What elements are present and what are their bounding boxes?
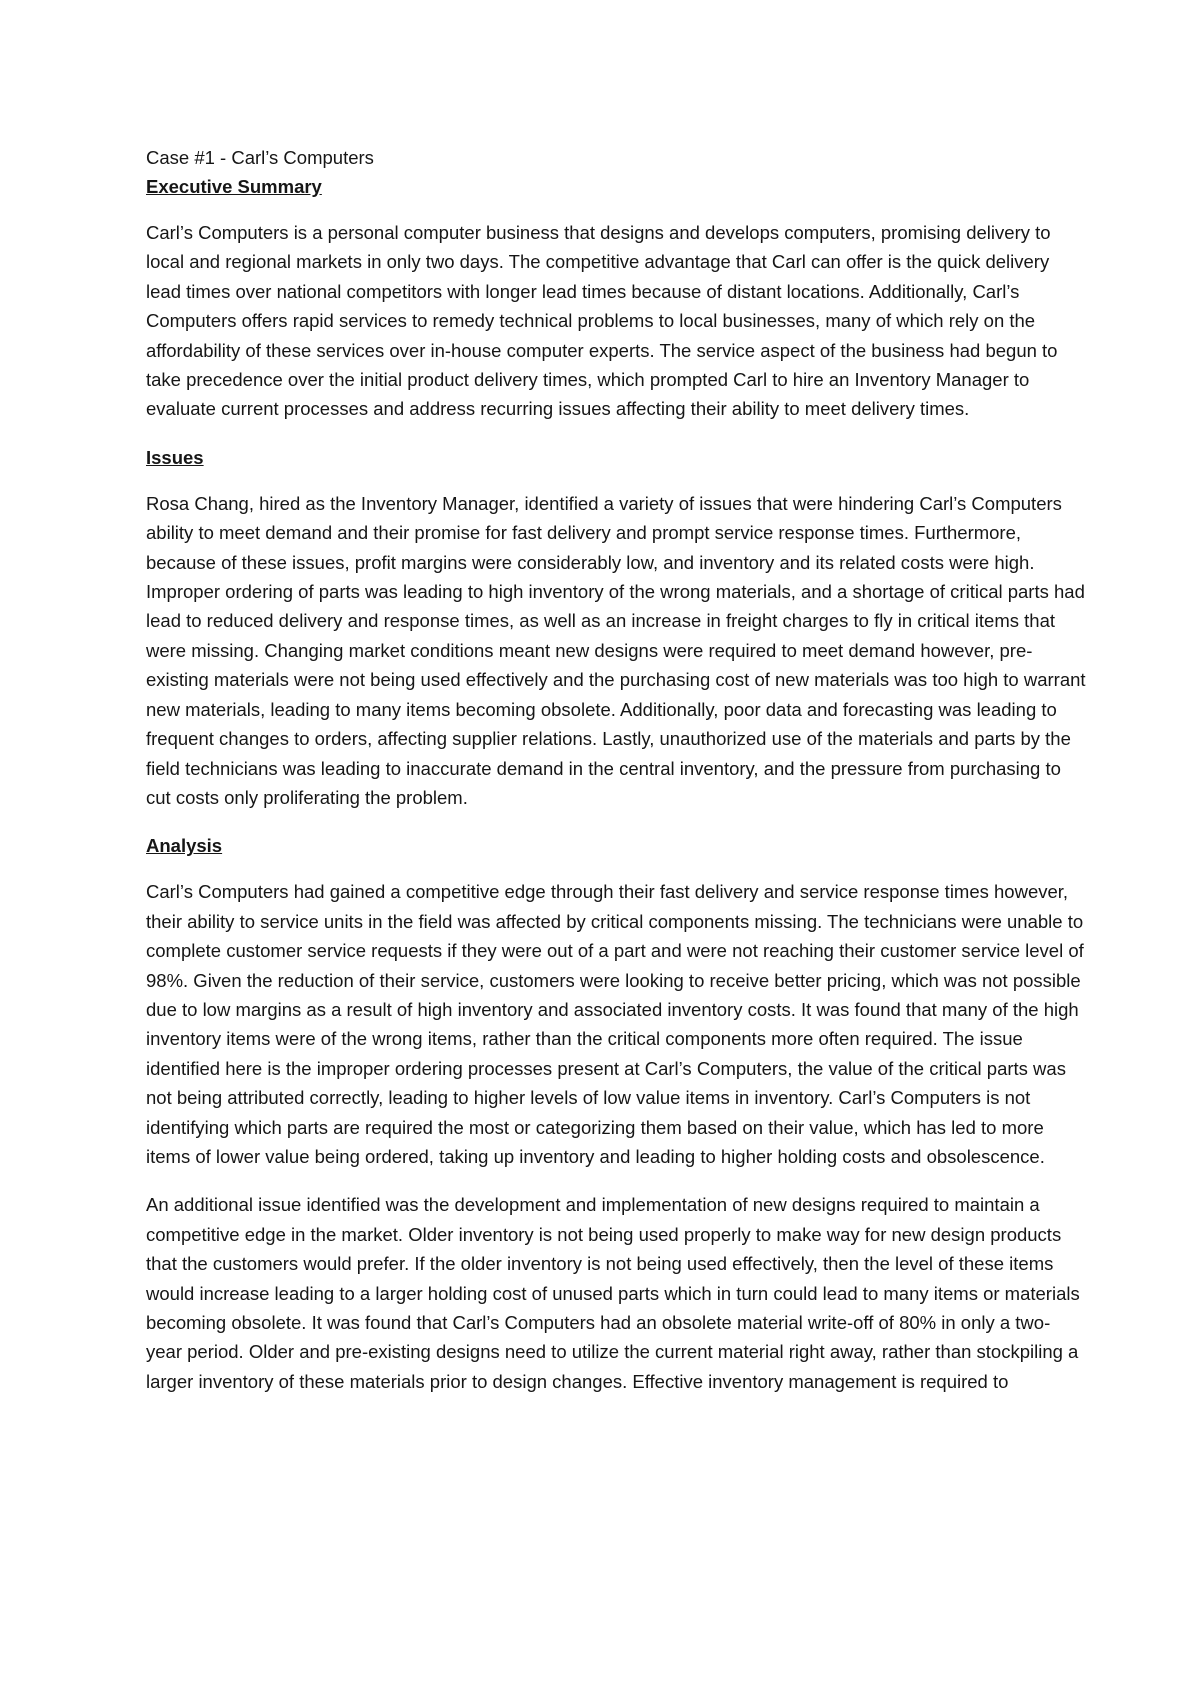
heading-analysis: Analysis [146,835,223,857]
heading-executive-summary: Executive Summary [146,176,322,197]
document-title: Case #1 - Carl’s Computers [146,147,374,168]
heading-issues: Issues [146,446,204,468]
spacer [146,472,1086,489]
spacer [146,201,1086,218]
spacer [146,860,1086,877]
paragraph-executive-summary: Carl’s Computers is a personal computer business that designs and develops computers, promising delivery to local and regional markets in only two days. The competitive advantage that Carl can offer is the quick delivery lead times over national competitors with longer lead times because of distant locations. Additionally, Carl’s Computers offers rapid services to remedy technical problems to local businesses, many of which rely on the affordability of these services over in-house computer experts. The service aspect of the business had begun to take precedence over the initial product delivery times, which prompted Carl to hire an Inventory Manager to evaluate current processes and address recurring issues affecting their ability to meet delivery times. [146,222,1058,420]
spacer [146,1171,1086,1190]
paragraph-analysis-2: An additional issue identified was the development and implementation of new designs required to maintain a competitive edge in the market. Older inventory is not being used properly to make way for new design products that the customers would prefer. If the older inventory is not being used effectively, then the level of these items would increase leading to a larger holding cost of unused parts which in turn could lead to many items or materials becoming obsolete. It was found that Carl’s Computers had an obsolete material write-off of 80% in only a two-year period. Older and pre-existing designs need to utilize the current material right away, rather than stockpiling a larger inventory of these materials prior to design changes. Effective inventory management is required to [146,1194,1080,1392]
paragraph-analysis-1: Carl’s Computers had gained a competitive edge through their fast delivery and service response times however, their ability to service units in the field was affected by critical components missing. The technicians were unable to complete customer service requests if they were out of a part and were not reaching their customer service level of 98%. Given the reduction of their service, customers were looking to receive better pricing, which was not possible due to low margins as a result of high inventory and associated inventory costs. It was found that many of the high inventory items were of the wrong items, rather than the critical components more often required. The issue identified here is the improper ordering processes present at Carl’s Computers, the value of the critical parts was not being attributed correctly, leading to higher levels of low value items in inventory. Carl’s Computers is not identifying which parts are required the most or categorizing them based on their value, which has led to more items of lower value being ordered, taking up inventory and leading to higher holding costs and obsolescence. [146,881,1084,1167]
paragraph-issues: Rosa Chang, hired as the Inventory Manager, identified a variety of issues that were hindering Carl’s Computers ability to meet demand and their promise for fast delivery and prompt service response times. Furthermore, because of these issues, profit margins were considerably low, and inventory and its related costs were high. Improper ordering of parts was leading to high inventory of the wrong materials, and a shortage of critical parts had lead to reduced delivery and response times, as well as an increase in freight charges to fly in critical items that were missing. Changing market conditions meant new designs were required to meet demand however, pre-existing materials were not being used effectively and the purchasing cost of new materials was too high to warrant new materials, leading to many items becoming obsolete. Additionally, poor data and forecasting was leading to frequent changes to orders, affecting supplier relations. Lastly, unauthorized use of the materials and parts by the field technicians was leading to inaccurate demand in the central inventory, and the pressure from purchasing to cut costs only proliferating the problem. [146,492,1086,808]
spacer [146,424,1086,443]
spacer [146,812,1086,831]
document-page [146,143,1086,1396]
